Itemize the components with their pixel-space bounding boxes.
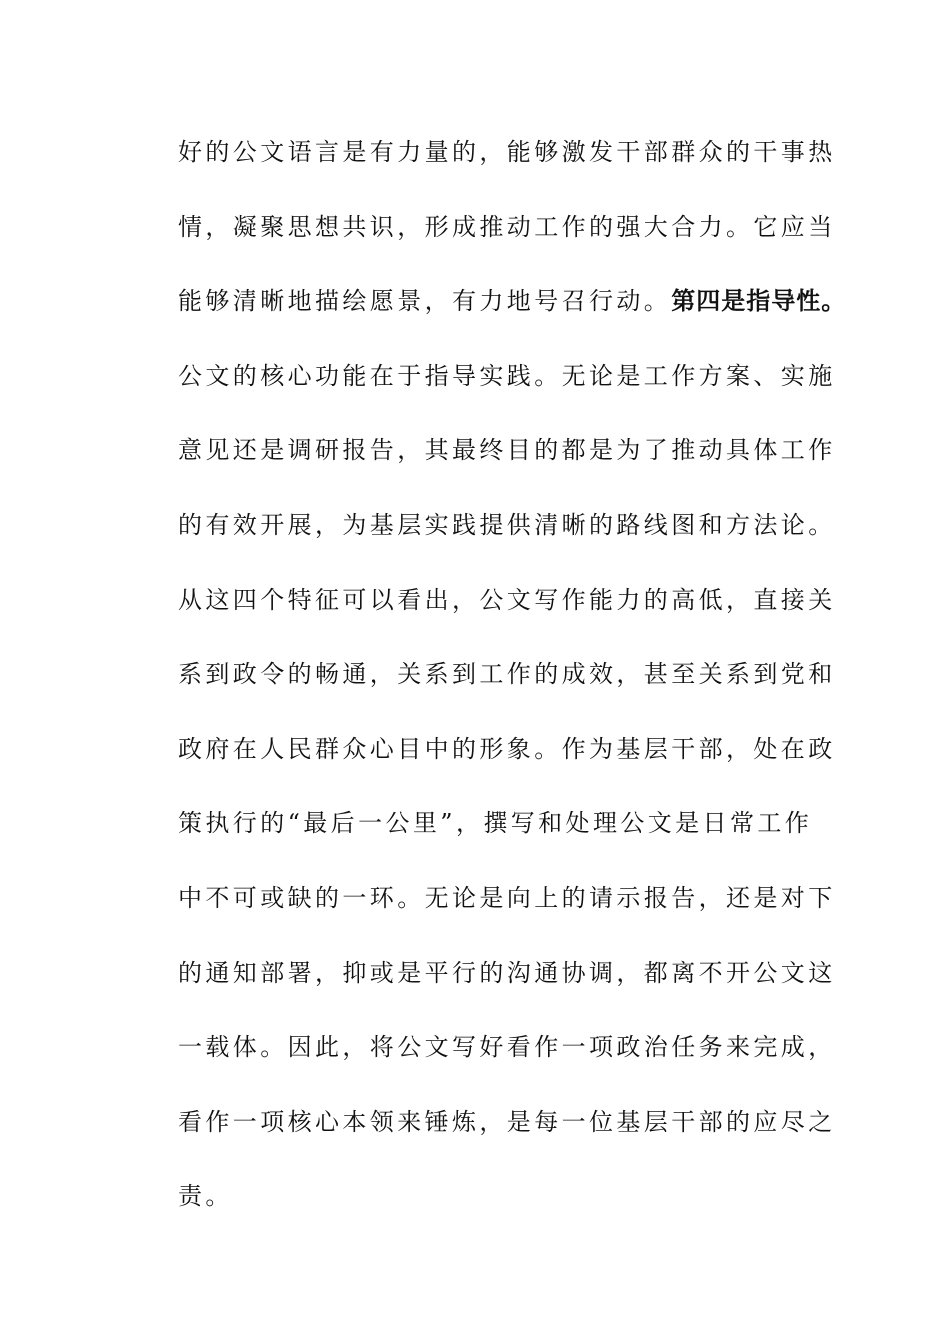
- text-line: 情，凝聚思想共识，形成推动工作的强大合力。它应当: [178, 212, 836, 241]
- text-line: 系到政令的畅通，关系到工作的成效，甚至关系到党和: [178, 660, 836, 689]
- text-line: 能够清晰地描绘愿景，有力地号召行动。第四是指导性。: [178, 287, 847, 316]
- text-line: 从这四个特征可以看出，公文写作能力的高低，直接关: [178, 585, 836, 614]
- text-line: 的通知部署，抑或是平行的沟通协调，都离不开公文这: [178, 958, 836, 987]
- text-line: 一载体。因此，将公文写好看作一项政治任务来完成，: [178, 1033, 836, 1062]
- text-line: 的有效开展，为基层实践提供清晰的路线图和方法论。: [178, 510, 836, 539]
- body-text: [178, 115, 847, 1234]
- text-line: 策执行的“最后一公里”，撰写和处理公文是日常工作: [178, 809, 813, 838]
- text-line: 责。: [178, 1182, 233, 1211]
- text-line: 政府在人民群众心目中的形象。作为基层干部，处在政: [178, 734, 836, 763]
- text-line: 公文的核心功能在于指导实践。无论是工作方案、实施: [178, 361, 836, 390]
- bold-heading: 第四是指导性。: [671, 287, 847, 316]
- text-line: 好的公文语言是有力量的，能够激发干部群众的干事热: [178, 138, 836, 166]
- text-line: 意见还是调研报告，其最终目的都是为了推动具体工作: [178, 436, 836, 465]
- text-line: 中不可或缺的一环。无论是向上的请示报告，还是对下: [178, 883, 836, 912]
- text-line: 看作一项核心本领来锤炼，是每一位基层干部的应尽之: [178, 1107, 836, 1136]
